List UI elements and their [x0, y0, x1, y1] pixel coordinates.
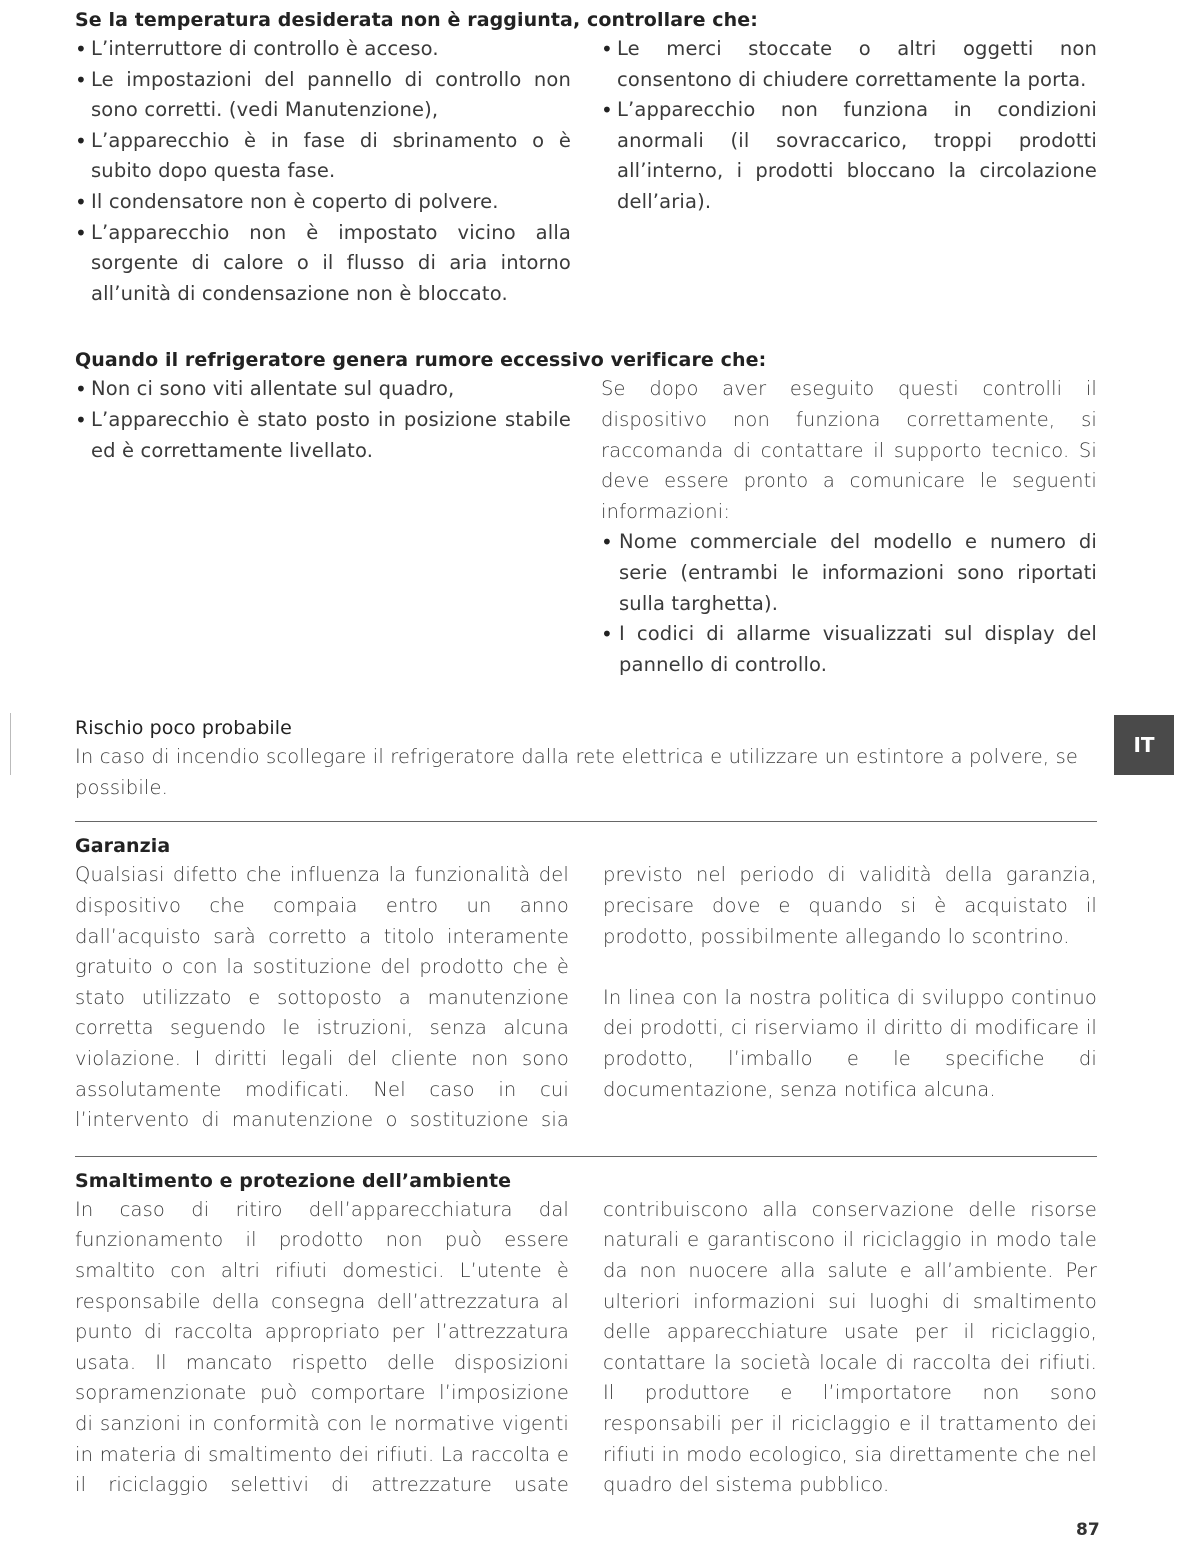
disposal-body [75, 1195, 1097, 1501]
list-item: • I codici di allarme visualizzati sul display del pannello di controllo. [601, 619, 1097, 680]
section-risk [75, 714, 1097, 803]
language-tab: IT [1114, 715, 1174, 775]
margin-mark [10, 713, 11, 775]
page-content [75, 6, 1097, 1501]
list-item: • Il condensatore non è coperto di polvere. [75, 187, 571, 218]
list-item: • Nome commerciale del modello e numero di serie (entrambi le informazioni sono riportati sulla targhetta). [601, 527, 1097, 619]
list-item: • L’interruttore di controllo è acceso. [75, 34, 571, 65]
section-temperature [75, 6, 1097, 309]
warranty-paragraph-2: In linea con la nostra politica di sviluppo continuo dei prodotti, ci riserviamo il diritto di modificare il prodotto, l’imballo e le specifiche di documentazione, senza notifica alcuna. [603, 985, 1097, 1101]
noise-left-list [75, 374, 571, 680]
temp-right-list [601, 34, 1097, 309]
warranty-body [75, 860, 1097, 1135]
section-heading: Rischio poco probabile [75, 717, 292, 740]
noise-right-column [601, 374, 1097, 680]
support-paragraph: Se dopo aver eseguito questi controlli il dispositivo non funziona correttamente, si raccomanda di contattare il supporto tecnico. Si deve essere pronto a comunicare le seguenti informazioni: [601, 377, 1097, 523]
list-item: • Non ci sono viti allentate sul quadro, [75, 374, 571, 405]
warranty-paragraph: Qualsiasi difetto che influenza la funzionalità del dispositivo che compaia entro un anno dall’acquisto sarà corretto a titolo interamente gratuito o con la sostituzione del prodotto che è stato utilizzato e sottoposto a manutenzione corretta seguendo le istruzioni, senza alcuna violazione. I diritti legali del cliente non sono assolutamente modificati. Nel caso in cui l’intervento di manutenzione o sostituzione sia previsto nel periodo di validità della garanzia, precisare dove e quando si è acquistato il prodotto, possibilmente allegando lo scontrino. [75, 863, 1097, 1132]
divider [75, 821, 1097, 822]
divider [75, 1156, 1097, 1157]
section-warranty [75, 832, 1097, 1135]
support-info-list [601, 527, 1097, 680]
section-heading: Garanzia [75, 835, 171, 858]
section-heading: Se la temperatura desiderata non è raggiunta, controllare che: [75, 9, 758, 31]
list-item: • L’apparecchio non è impostato vicino alla sorgente di calore o il flusso di aria intorno all’unità di condensazione non è bloccato. [75, 218, 571, 310]
list-item: • L’apparecchio è in fase di sbrinamento o è subito dopo questa fase. [75, 126, 571, 187]
section-disposal [75, 1167, 1097, 1501]
list-item: • Le merci stoccate o altri oggetti non consentono di chiudere correttamente la porta. [601, 34, 1097, 95]
section-noise [75, 346, 1097, 680]
list-item: • L’apparecchio non funziona in condizioni anormali (il sovraccarico, troppi prodotti all’interno, i prodotti bloccano la circolazione dell’aria). [601, 95, 1097, 217]
section-heading: Quando il refrigeratore genera rumore eccessivo verificare che: [75, 349, 767, 372]
list-item: • L’apparecchio è stato posto in posizione stabile ed è correttamente livellato. [75, 405, 571, 466]
disposal-paragraph: In caso di ritiro dell’apparecchiatura dal funzionamento il prodotto non può essere smaltito con altri rifiuti domestici. L’utente è responsabile della consegna dell’attrezzatura al punto di raccolta appropriato per l’attrezzatura usata. Il mancato rispetto delle disposizioni sopramenzionate può comportare l’imposizione di sanzioni in conformità con le normative vigenti in materia di smaltimento dei rifiuti. La raccolta e il riciclaggio selettivi di attrezzature usate contribuiscono alla conservazione delle risorse naturali e garantiscono il riciclaggio in modo tale da non nuocere alla salute e all’ambiente. Per ulteriori informazioni sui luoghi di smaltimento delle apparecchiature usate per il riciclaggio, contattare la società locale di raccolta dei rifiuti. Il produttore e l’importatore non sono responsabili per il riciclaggio e il trattamento dei rifiuti in modo ecologico, sia direttamente che nel quadro del sistema pubblico. [75, 1197, 1097, 1497]
section-heading: Smaltimento e protezione dell’ambiente [75, 1169, 512, 1192]
page-number: 87 [1076, 1520, 1100, 1540]
risk-paragraph: In caso di incendio scollegare il refrigeratore dalla rete elettrica e utilizzare un estintore a polvere, se possibile. [75, 745, 1079, 799]
temp-left-list [75, 34, 571, 309]
list-item: • Le impostazioni del pannello di controllo non sono corretti. (vedi Manutenzione), [75, 65, 571, 126]
